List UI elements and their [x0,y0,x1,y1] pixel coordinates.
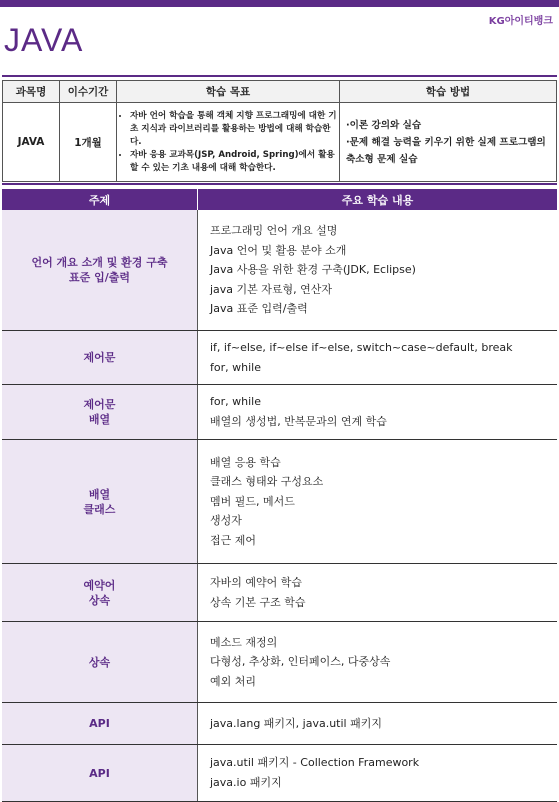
topic-line: 배열 [88,413,111,426]
header-period: 이수기간 [60,81,117,103]
content-item: Java 표준 입력/출력 [210,302,308,316]
header-subject: 과목명 [3,81,60,103]
topic-cell [2,331,198,384]
content-item: 다형성, 추상화, 인터페이스, 다중상속 [210,655,391,669]
content-item: 생성자 [210,514,242,528]
topic-cell [2,210,198,330]
content-item: 배열 응용 학습 [210,455,281,469]
curriculum-row [2,703,557,745]
curriculum-row [2,440,557,564]
content-item: 클래스 형태와 구성요소 [210,475,324,489]
curriculum-row [2,210,557,331]
content-item: 접근 제어 [210,533,257,547]
topic-line: 상속 [88,593,111,607]
content-cell [198,440,557,563]
page-title: JAVA [4,22,84,58]
topic-cell [2,622,198,702]
header-content: 주요 학습 내용 [341,193,414,207]
goal-list [118,110,338,175]
curriculum-row [2,385,557,440]
content-item: 프로그래밍 언어 개요 설명 [210,224,338,238]
content-cell [198,385,557,439]
subject-cell: JAVA [3,103,60,182]
content-cell [198,745,557,801]
method-item: ·문제 해결 능력을 키우기 위한 실제 프로그램의 축소형 문제 실습 [346,136,546,165]
period-cell: 1개월 [60,103,117,182]
content-item: java.util 패키지 - Collection Framework [210,756,420,770]
title-divider [2,75,557,77]
topic-line: API [89,717,110,730]
info-data-row [3,103,557,182]
section-divider [2,183,557,185]
content-item: 배열의 생성법, 반복문과의 연계 학습 [210,415,387,428]
header-method: 학습 방법 [340,81,557,103]
goal-cell [117,103,340,182]
topic-cell [2,564,198,621]
method-item: ·이론 강의와 실습 [346,119,422,131]
top-accent-bar [0,0,559,7]
content-item: for, while [210,395,261,409]
topic-line: 제어문 [83,351,116,364]
topic-line: API [89,766,110,780]
content-cell [198,703,557,744]
topic-cell [2,745,198,801]
curriculum-header-row [2,189,557,210]
topic-line: 상속 [88,655,111,669]
topic-cell [2,440,198,563]
topic-cell [2,385,198,439]
content-cell [198,331,557,384]
method-cell [340,103,557,182]
content-item: 메소드 재정의 [210,635,278,649]
content-item: 예외 처리 [210,674,257,688]
content-item: Java 언어 및 활용 분야 소개 [210,243,347,257]
topic-line: 언어 개요 소개 및 환경 구축 [31,256,168,269]
content-item: Java 사용을 위한 환경 구축(JDK, Eclipse) [210,263,416,277]
content-item: java 기본 자료형, 연산자 [210,282,333,296]
content-item: 상속 기본 구조 학습 [210,595,306,609]
info-header-row [3,81,557,103]
topic-line: 배열 [88,487,111,501]
content-cell [198,564,557,621]
content-item: if, if~else, if~else if~else, switch~case~default, break [210,340,513,354]
goal-item: • 자바 응용 교과목(JSP, Android, Spring)에서 활용할 수 있는 기초 내용에 대해 학습한다. [130,149,338,175]
topic-line: 클래스 [83,502,116,516]
header-goal: 학습 목표 [117,81,340,103]
content-item: 멤버 필드, 메서드 [210,494,295,508]
goal-item: • 자바 언어 학습을 통해 객체 지향 프로그래밍에 대한 기초 지식과 라이브러리를 활용하는 방법에 대해 학습한다. [130,110,338,149]
content-item: java.lang 패키지, java.util 패키지 [210,716,382,730]
curriculum-row [2,622,557,703]
curriculum-row [2,564,557,622]
brand-logo-text: KG아이티뱅크 [488,16,553,27]
topic-line: 예약어 [83,578,116,592]
course-info-table [2,80,557,182]
content-item: 자바의 예약어 학습 [210,575,303,589]
curriculum-row [2,331,557,385]
curriculum-row [2,745,557,802]
content-cell [198,210,557,330]
header-topic: 주제 [2,189,198,210]
topic-line: 표준 입/출력 [69,271,130,284]
content-item: for, while [210,360,261,374]
content-item: java.io 패키지 [210,776,282,789]
topic-cell [2,703,198,744]
topic-line: 제어문 [83,398,116,411]
curriculum-table [2,189,557,802]
content-cell [198,622,557,702]
